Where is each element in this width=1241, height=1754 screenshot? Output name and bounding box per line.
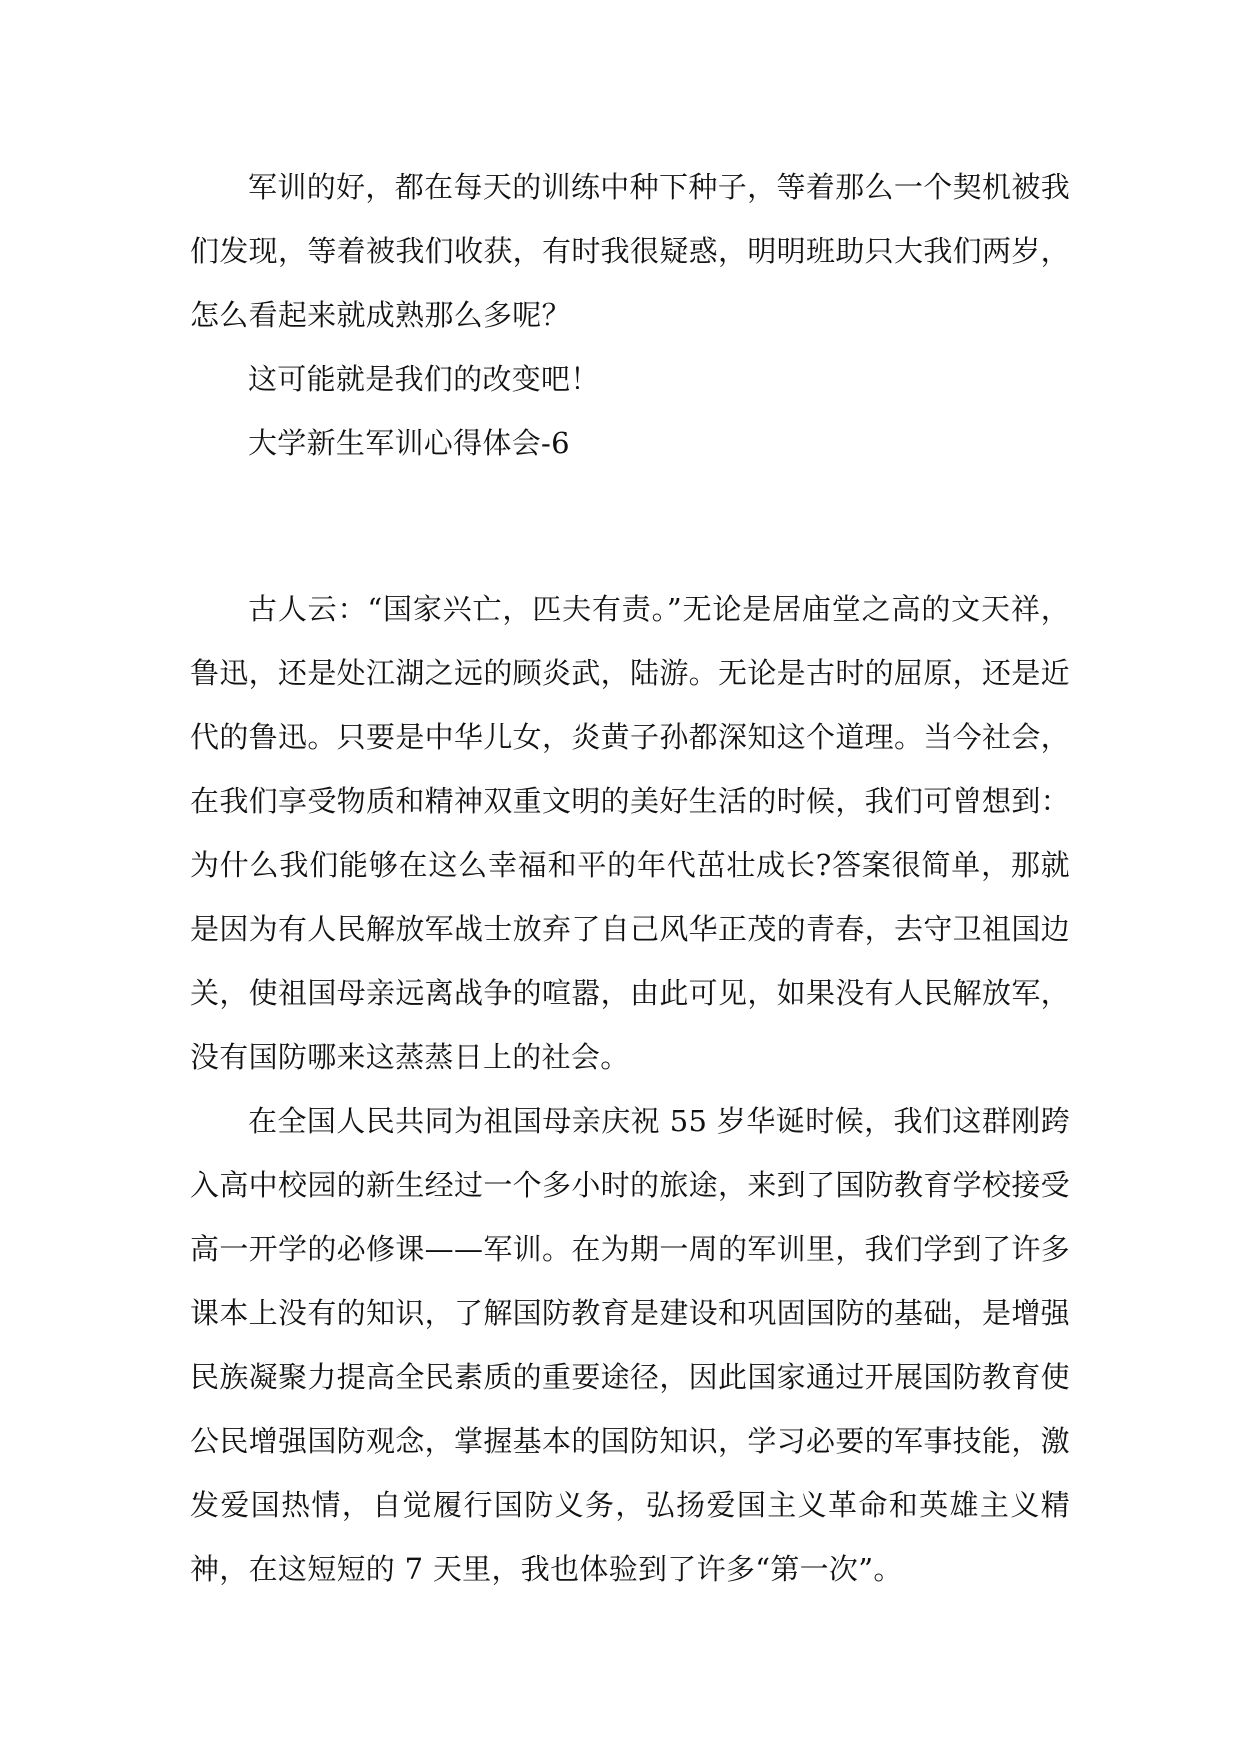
- paragraph-reflection: 军训的好，都在每天的训练中种下种子，等着那么一个契机被我们发现，等着被我们收获，有时我很疑惑，明明班助只大我们两岁，怎么看起来就成熟那么多呢？: [190, 170, 1070, 332]
- paragraph-military-training: 在全国人民共同为祖国母亲庆祝 55 岁华诞时候，我们这群刚跨入高中校园的新生经过一个多小时的旅途，来到了国防教育学校接受高一开学的必修课——军训。在为期一周的军训里，我们学到了许多课本上没有的知识，了解国防教育是建设和巩固国防的基础，是增强民族凝聚力提高全民素质的重要途径，因此国家通过开展国防教育使公民增强国防观念，掌握基本的国防知识，学习必要的军事技能，激发爱国热情，自觉履行国防义务，弘扬爱国主义革命和英雄主义精神，在这短短的 7 天里，我也体验到了许多“第一次”。: [190, 1104, 1070, 1586]
- document-body: [190, 155, 1070, 1601]
- paragraph-ancient-saying: 古人云：“国家兴亡，匹夫有责。”无论是居庙堂之高的文天祥，鲁迅，还是处江湖之远的顾炎武，陆游。无论是古时的屈原，还是近代的鲁迅。只要是中华儿女，炎黄子孙都深知这个道理。当今社会，在我们享受物质和精神双重文明的美好生活的时候，我们可曾想到：为什么我们能够在这么幸福和平的年代茁壮成长?答案很简单，那就是因为有人民解放军战士放弃了自己风华正茂的青春，去守卫祖国边关，使祖国母亲远离战争的喧嚣，由此可见，如果没有人民解放军，没有国防哪来这蒸蒸日上的社会。: [190, 592, 1070, 1074]
- section-spacer: [190, 475, 1070, 577]
- section-title: 大学新生军训心得体会-6: [248, 426, 570, 460]
- paragraph-change: 这可能就是我们的改变吧！: [248, 362, 600, 396]
